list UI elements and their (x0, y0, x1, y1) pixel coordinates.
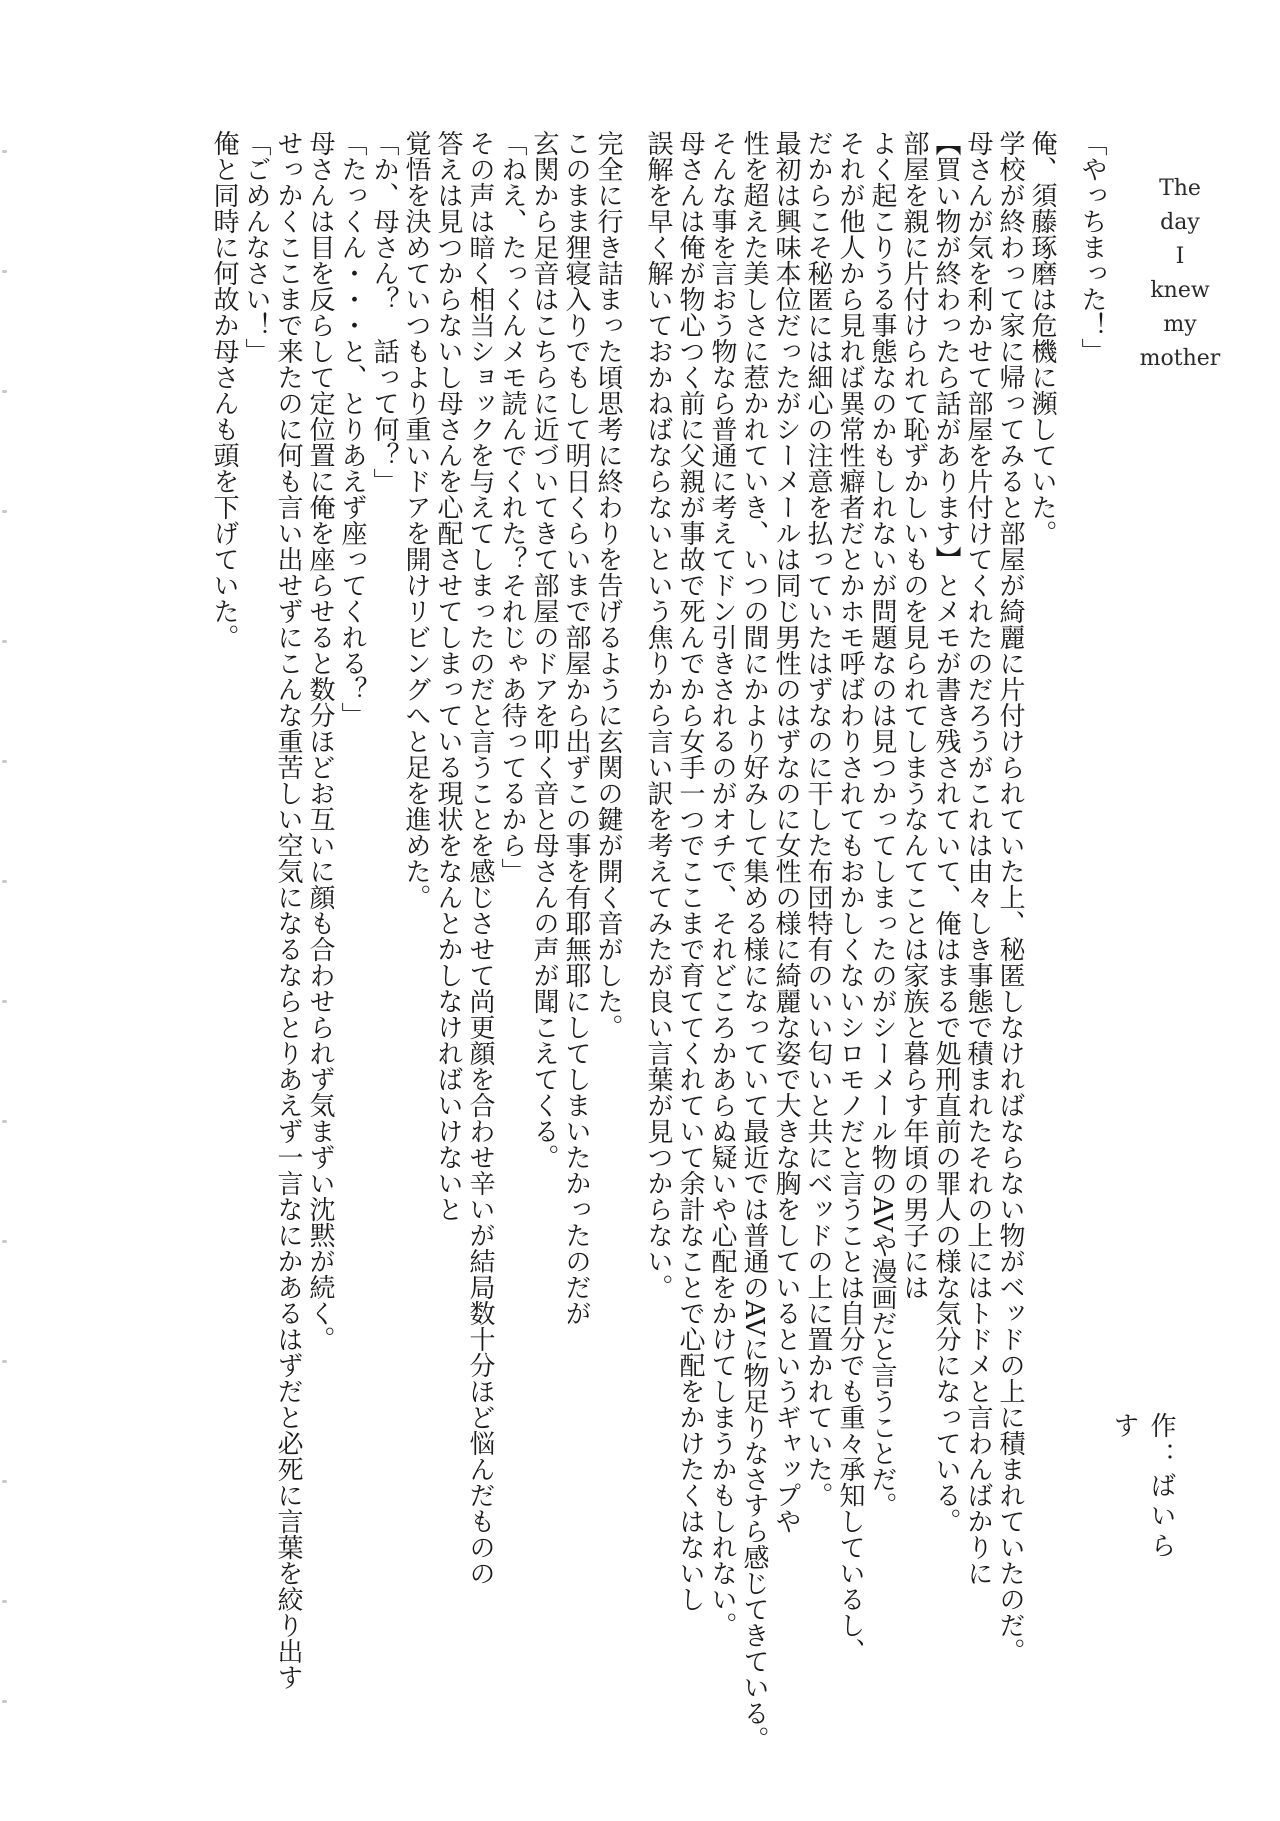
text-line: そんな事を言おう物なら普通に考えてドン引きされるのがオチで、それどころかあらぬ疑いや心配をかけてしまうかもしれない。 (707, 130, 737, 1638)
text-line: 「ねえ、たっくんメモ読んでくれた？それじゃあ待ってるから」 (497, 130, 527, 884)
text-line: せっかくここまで来たのに何も言い出せずにこんな重苦しい空気になるならとりあえず一言なにかあるはずだと必死に言葉を絞り出す (273, 130, 303, 1690)
scan-margin-marks (2, 120, 10, 1720)
text-line: 誤解を早く解いておかねばならないという焦りから言い訳を考えてみたが良い言葉が見つからない。 (643, 130, 673, 1300)
title-line: mother (1139, 346, 1221, 371)
text-line: 「か、母さん？ 話って何？」 (369, 130, 399, 494)
text-line: だからこそ秘匿には細心の注意を払っていたはずなのに干した布団特有のいい匂いと共にベッドの上に置かれていた。 (803, 130, 833, 1508)
text-line: その声は暗く相当ショックを与えてしまったのだと言うことを感じさせて尚更顔を合わせ辛いが結局数十分ほど悩んだものの (465, 130, 495, 1586)
title-line: The (1159, 176, 1201, 201)
text-line: 「たっくん・・・と、とりあえず座ってくれる？」 (337, 130, 367, 728)
text-line: 答えは見つからないし母さんを心配させてしまっている現状をなんとかしなければいけないと (433, 130, 463, 1222)
english-title (1105, 172, 1255, 376)
text-line: 部屋を親に片付けられて恥ずかしいものを見られてしまうなんてことは家族と暮らす年頃の男子には (899, 130, 929, 1300)
text-line: 性を超えた美しさに惹かれていき、いつの間にかより好みして集める様になっていて最近では普通のAVに物足りなさすら感じてきている。 (739, 130, 769, 1753)
text-line: それが他人から見れば異常性癖者だとかホモ呼ばわりされてもおかしくないシロモノだと言うことは自分でも重々承知しているし、 (835, 130, 865, 1664)
text-line: 完全に行き詰まった頃思考に終わりを告げるように玄関の鍵が開く音がした。 (593, 130, 623, 1040)
text-line: 母さんが気を利かせて部屋を片付けてくれたのだろうがこれは由々しき事態で積まれたそれの上にはトドメと言わんばかりに (963, 130, 993, 1586)
author-credit: 作：ばいらす (1109, 1412, 1176, 1562)
text-line: 覚悟を決めていつもより重いドアを開けリビングへと足を進めた。 (401, 130, 431, 910)
text-line: 玄関から足音はこちらに近づいてきて部屋のドアを叩く音と母さんの声が聞こえてくる。 (529, 130, 559, 1170)
text-line: 母さんは俺が物心つく前に父親が事故で死んでから女手一つでここまで育ててくれていて余計なことで心配をかけたくはないし (675, 130, 705, 1612)
text-line: 「やっちまった！」 (1077, 130, 1107, 364)
text-line: 学校が終わって家に帰ってみると部屋が綺麗に片付けられていた上、秘匿しなければならない物がベッドの上に積まれていたのだ。 (995, 130, 1025, 1664)
title-line: day (1160, 210, 1200, 235)
title-line: I (1175, 244, 1185, 269)
text-line: よく起こりうる事態なのかもしれないが問題なのは見つかってしまったのがシーメール物のAVや漫画だと言うことだ。 (867, 130, 897, 1519)
title-line: knew (1150, 278, 1210, 303)
text-line: 俺、須藤琢磨は危機に瀕していた。 (1027, 130, 1057, 546)
text-line: 【買い物が終わったら話があります】とメモが書き残されていて、俺はまるで処刑直前の罪人の様な気分になっている。 (931, 130, 961, 1534)
text-line: 母さんは目を反らして定位置に俺を座らせると数分ほどお互いに顔も合わせられず気まずい沈黙が続く。 (305, 130, 335, 1352)
title-line: my (1163, 312, 1197, 337)
story-body (128, 130, 1108, 1780)
text-line: このまま狸寝入りでもして明日くらいまで部屋から出ずこの事を有耶無耶にしてしまいたかったのだが (561, 130, 591, 1326)
text-line: 俺と同時に何故か母さんも頭を下げていた。 (209, 130, 239, 650)
text-line: 「ごめんなさい！」 (241, 130, 271, 364)
text-line: 最初は興味本位だったがシーメールは同じ男性のはずなのに女性の様に綺麗な姿で大きな胸をしているというギャップや (771, 130, 801, 1534)
